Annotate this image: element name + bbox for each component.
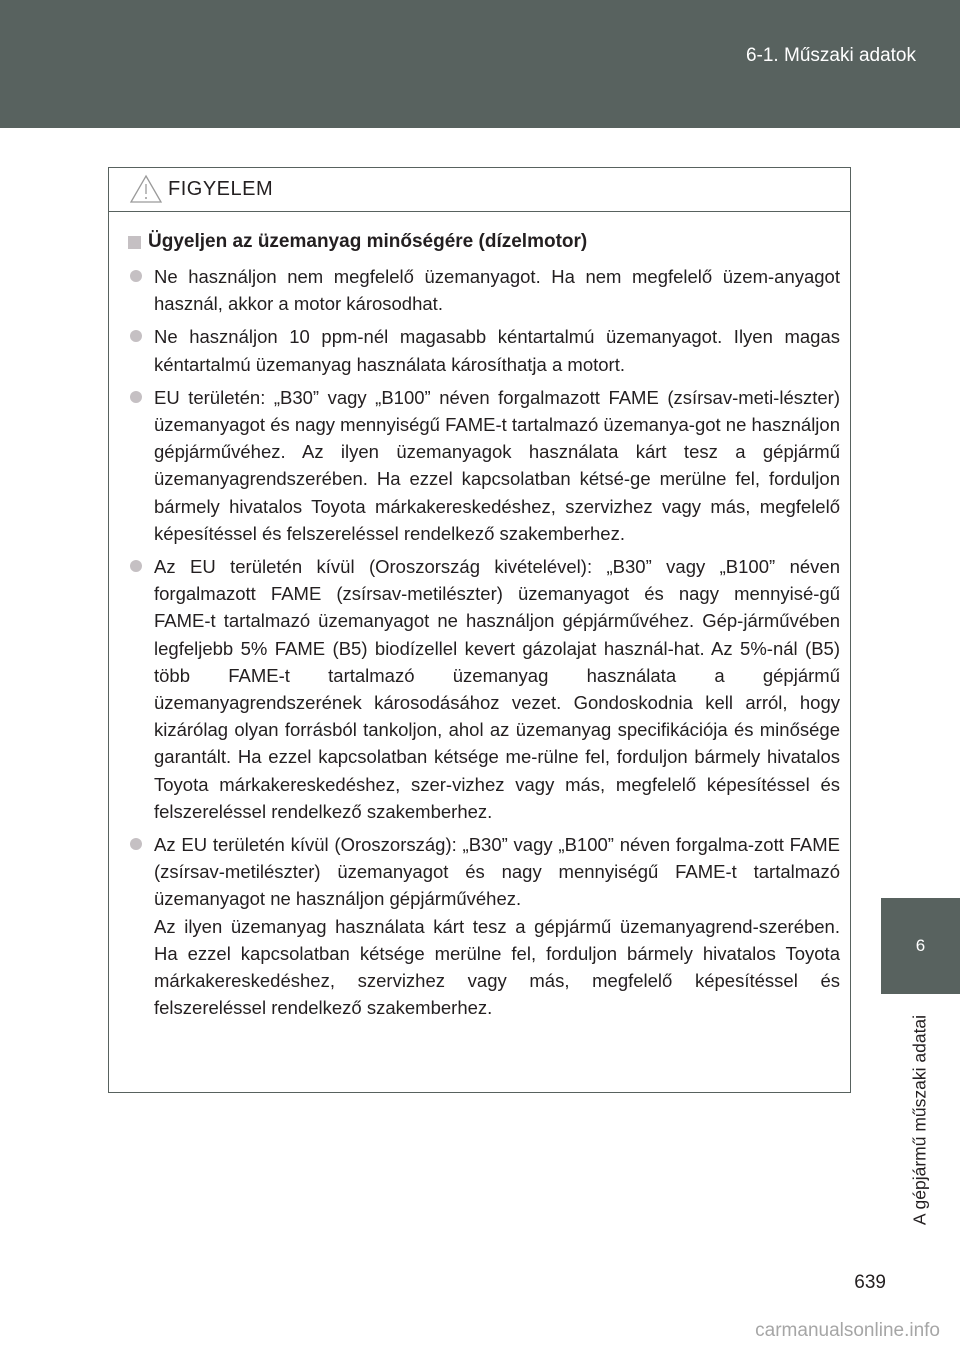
list-item-text [154,263,840,317]
caution-body [109,212,850,1021]
dot-bullet-icon [130,560,142,572]
caution-title: FIGYELEM [168,178,274,200]
list-item [128,323,840,377]
caution-list [128,263,840,1021]
list-item [128,831,840,1021]
paragraph: Ne használjon 10 ppm-nél magasabb kéntartalmú üzemanyagot. Ilyen magas kéntartalmú üzemanyag használata károsíthatja a motort. [154,326,840,375]
paragraph: Az ilyen üzemanyag használata kárt tesz a gépjármű üzemanyagrend-szerében. Ha ezzel kapcsolatban kétsége merülne fel, forduljon bármely hivatalos Toyota márkakereskedéshez, szervizhez vagy más, megfelelő képesítéssel és felszereléssel rendelkező szakemberhez. [154,915,840,1019]
caution-header [109,168,850,212]
dot-bullet-icon [130,270,142,282]
list-item [128,553,840,825]
list-item [128,263,840,317]
chapter-label: A gépjármű műszaki adatai [909,1014,930,1226]
caution-box [108,167,851,1093]
list-item-text [154,831,840,1021]
list-item-text [154,553,840,825]
dot-bullet-icon [130,330,142,342]
section-title: 6-1. Műszaki adatok [745,45,916,66]
list-item-text [154,323,840,377]
list-item [128,384,840,547]
paragraph: Ne használjon nem megfelelő üzemanyagot. Ha nem megfelelő üzem-anyagot használ, akkor a motor károsodhat. [154,266,840,315]
list-item-text [154,384,840,547]
caution-heading [128,231,840,253]
page-number: 639 [854,1272,886,1293]
warning-triangle-icon [129,174,163,204]
square-bullet-icon [128,236,141,249]
header-band [0,0,960,128]
paragraph: EU területén: „B30” vagy „B100” néven forgalmazott FAME (zsírsav-meti-lészter) üzemanyagot és nagy mennyiségű FAME-t tartalmazó üzemanya-got ne használjon gépjárművéhez. Az ilyen üzemanyagok használata kárt tesz a gépjármű üzemanyagrendszerében. Ha ezzel kapcsolatban kétsé-ge merülne fel, forduljon bármely hivatalos Toyota márkakereskedéshez, szervizhez vagy más, megfelelő képesítéssel és felszereléssel rendelkező szakemberhez. [154,386,840,544]
caution-heading-text: Ügyeljen az üzemanyag minőségére (dízelmotor) [148,231,588,252]
dot-bullet-icon [130,838,142,850]
dot-bullet-icon [130,391,142,403]
paragraph: Az EU területén kívül (Oroszország kivételével): „B30” vagy „B100” néven forgalmazott FAME (zsírsav-metilészter) üzemanyagot és nagy mennyisé-gű FAME-t tartalmazó üzemanyagot ne használjon gépjárművéhez. Gép-járművében legfeljebb 5% FAME (B5) biodízellel kevert gázolajat használ-hat. Az 5%-nál (B5) több FAME-t tartalmazó üzemanyag használata a gépjármű üzemanyagrendszerének károsodásához vezet. Gondoskodnia kell arról, hogy kizárólag olyan forrásból tankoljon, ahol az üzemanyag specifikációja és minősége garantált. Ha ezzel kapcsolatban kétsége me-rülne fel, forduljon bármely hivatalos Toyota márkakereskedéshez, szer-vizhez vagy más, megfelelő képesítéssel és felszereléssel rendelkező szakemberhez. [154,556,840,822]
watermark: carmanualsonline.info [755,1320,940,1341]
paragraph: Az EU területén kívül (Oroszország): „B30” vagy „B100” néven forgalma-zott FAME (zsírsav-metilészter) üzemanyagot és nagy mennyiségű FAME-t tartalmazó üzemanyagot ne használjon gépjárművéhez. [154,834,840,910]
chapter-tab: 6 [881,898,960,994]
